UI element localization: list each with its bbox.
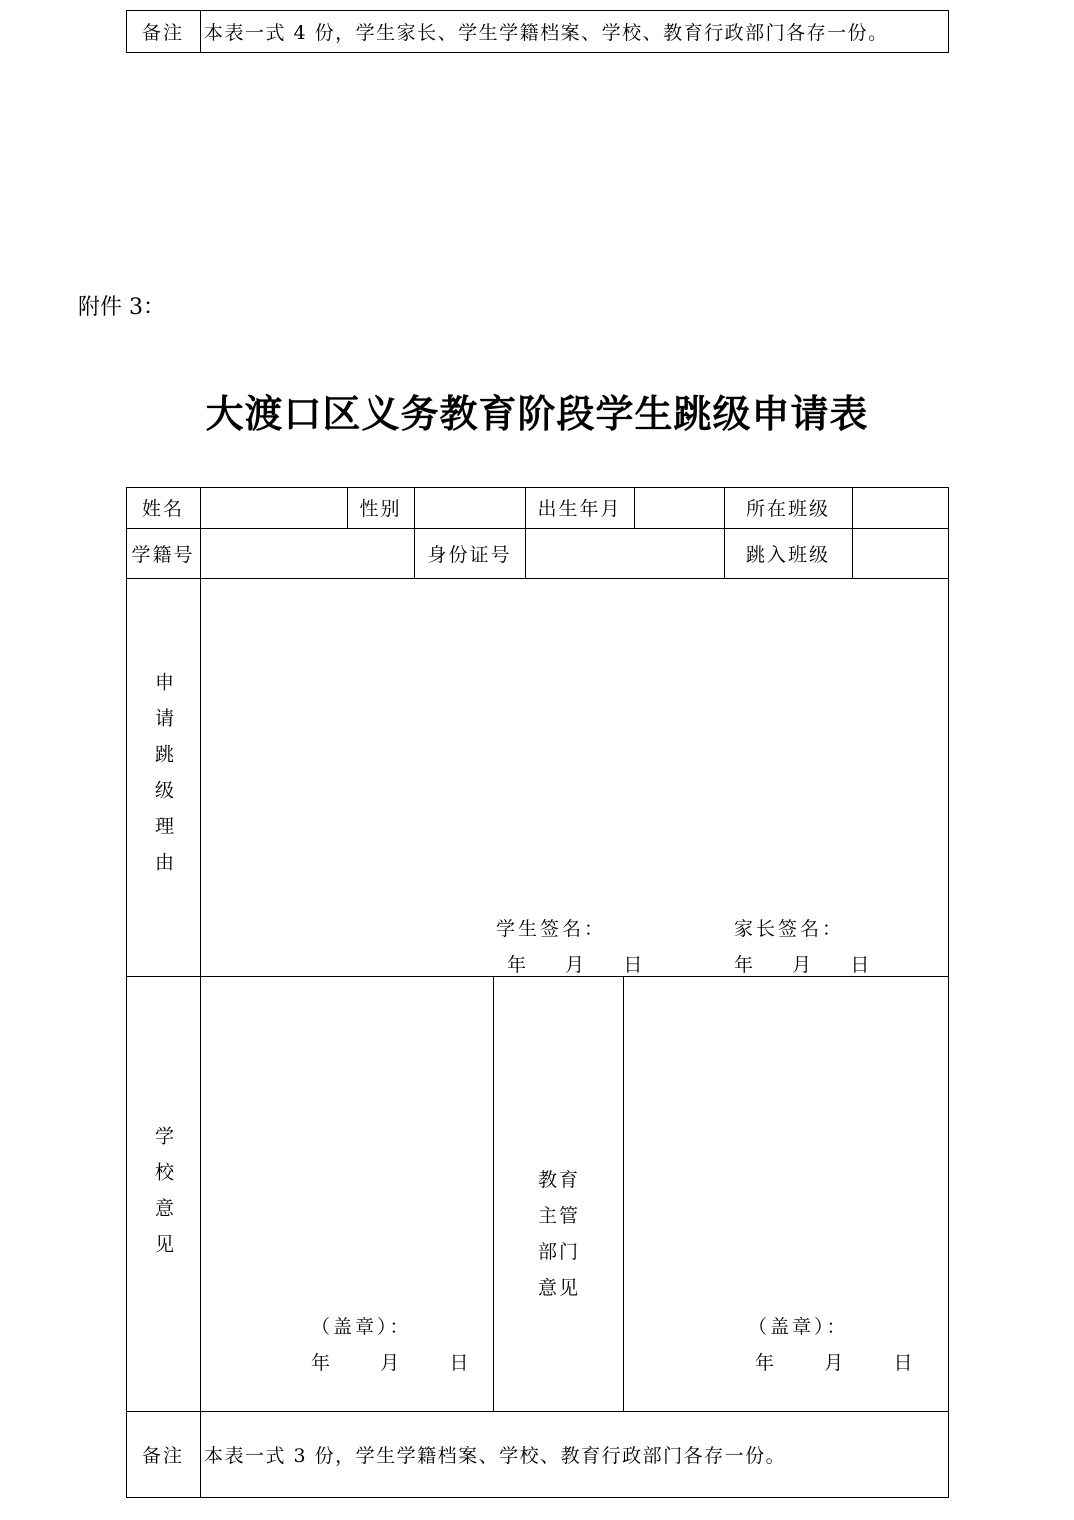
id-label: 身份证号 bbox=[427, 543, 512, 566]
student-signature-label: 学生签名： bbox=[496, 918, 607, 940]
target-class-field[interactable] bbox=[853, 529, 948, 578]
school-seal-date: 年 月 日 bbox=[311, 1352, 471, 1374]
top-remark-text: 本表一式 4 份，学生家长、学生学籍档案、学校、教育行政部门各存一份。 bbox=[204, 22, 889, 44]
class-field[interactable] bbox=[853, 488, 948, 528]
divider bbox=[200, 10, 201, 53]
reason-label: 申请跳级理由 bbox=[152, 672, 174, 888]
class-label: 所在班级 bbox=[745, 498, 830, 520]
edu-seal-date: 年 月 日 bbox=[755, 1352, 915, 1374]
school-seal-label: （盖章）： bbox=[311, 1316, 412, 1338]
school-opinion-label: 学校意见 bbox=[152, 1126, 174, 1270]
edu-opinion-label: 教育主管部门意见 bbox=[537, 1169, 580, 1299]
gender-label: 性别 bbox=[359, 498, 402, 520]
name-field[interactable] bbox=[201, 488, 347, 528]
page-title: 大渡口区义务教育阶段学生跳级申请表 bbox=[205, 392, 869, 436]
birth-label: 出生年月 bbox=[537, 498, 622, 520]
school-opinion-field[interactable] bbox=[201, 977, 493, 1307]
student-no-field[interactable] bbox=[201, 529, 414, 578]
parent-sign-date: 年 月 日 bbox=[734, 954, 873, 976]
gender-field[interactable] bbox=[415, 488, 525, 528]
name-label: 姓名 bbox=[141, 498, 184, 520]
parent-signature-label: 家长签名： bbox=[734, 918, 845, 940]
edu-seal-label: （盖章）： bbox=[748, 1316, 849, 1338]
top-remark-label: 备注 bbox=[141, 22, 184, 44]
attachment-label: 附件 3： bbox=[78, 295, 165, 320]
target-class-label: 跳入班级 bbox=[745, 543, 830, 566]
student-no-label: 学籍号 bbox=[131, 543, 195, 566]
student-sign-date: 年 月 日 bbox=[507, 954, 646, 976]
reason-field[interactable] bbox=[201, 579, 948, 909]
id-field[interactable] bbox=[526, 529, 724, 578]
remark-label: 备注 bbox=[141, 1445, 184, 1467]
birth-field[interactable] bbox=[635, 488, 724, 528]
edu-opinion-field[interactable] bbox=[624, 977, 948, 1307]
col-divider bbox=[493, 976, 494, 1411]
remark-text: 本表一式 3 份，学生学籍档案、学校、教育行政部门各存一份。 bbox=[204, 1445, 787, 1467]
